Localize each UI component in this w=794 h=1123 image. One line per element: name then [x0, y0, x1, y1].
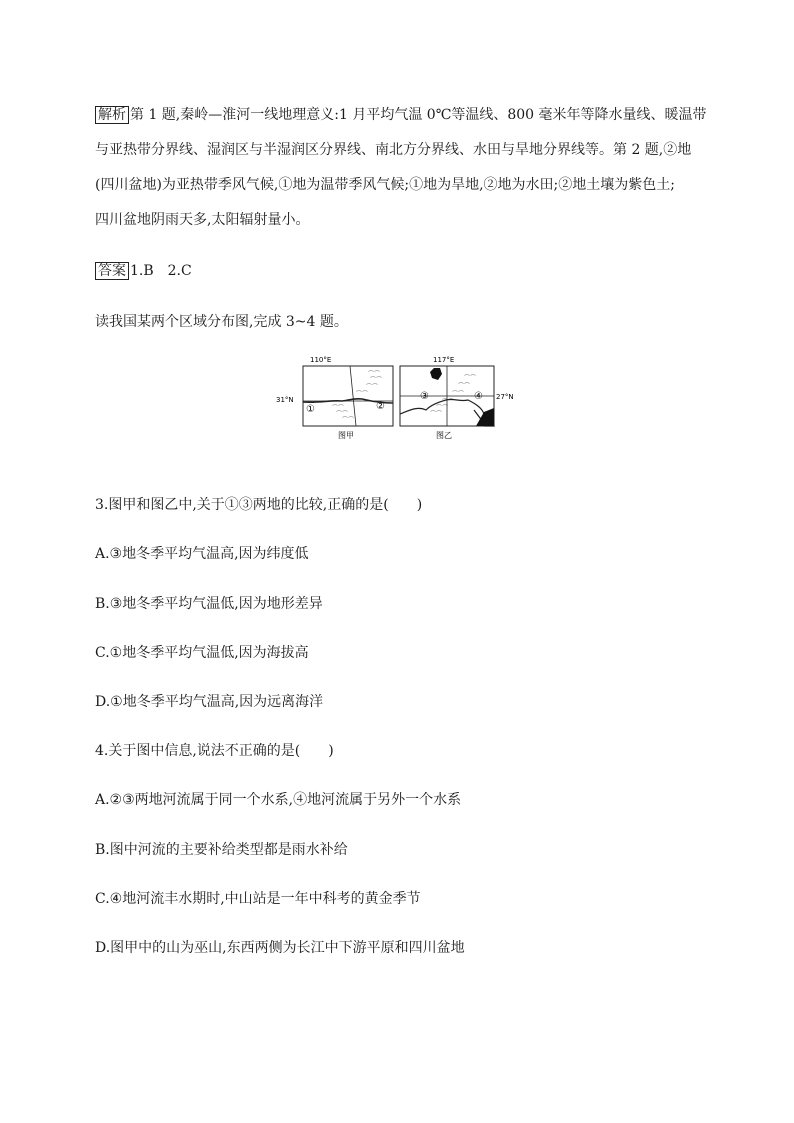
mountain-icon: [430, 375, 476, 418]
map-b-caption: 图乙: [436, 431, 452, 440]
svg-text:⌒⌒: ⌒⌒: [370, 377, 383, 384]
analysis-line-2: 与亚热带分界线、湿润区与半湿润区分界线、南北方分界线、水田与旱地分界线等。第 2 题,②地: [95, 142, 692, 158]
map-b-marker-4: ④: [474, 391, 483, 402]
svg-text:⌒⌒: ⌒⌒: [342, 417, 355, 424]
svg-text:⌒⌒: ⌒⌒: [430, 411, 443, 418]
question-3-stem: 3.图甲和图乙中,关于①③两地的比较,正确的是( ): [95, 497, 423, 513]
analysis-line-4: 四川盆地阴雨天多,太阳辐射量小。: [95, 212, 310, 228]
question-4-option-a: A.②③两地河流属于同一个水系,④地河流属于另外一个水系: [95, 792, 462, 808]
analysis-line-1: [95, 106, 707, 124]
svg-text:⌒⌒: ⌒⌒: [356, 391, 369, 398]
intro-text: 读我国某两个区域分布图,完成 3~4 题。: [95, 314, 348, 330]
question-4-option-b: B.图中河流的主要补给类型都是雨水补给: [95, 842, 348, 858]
question-3-option-d: D.①地冬季平均气温高,因为远离海洋: [95, 694, 324, 710]
answer-text: 1.B 2.C: [130, 263, 192, 279]
map-b: [400, 356, 514, 440]
answer-tag: 答案: [95, 262, 129, 280]
svg-text:⌒⌒: ⌒⌒: [368, 371, 381, 378]
analysis-tag: 解析: [95, 106, 129, 124]
map-b-marker-3: ③: [420, 391, 429, 402]
map-a-marker-1: ①: [306, 404, 315, 415]
svg-text:⌒⌒: ⌒⌒: [332, 405, 345, 412]
map-a-caption: 图甲: [338, 431, 354, 440]
map-a-marker-2: ②: [376, 401, 385, 412]
question-3-option-b: B.③地冬季平均气温低,因为地形差异: [95, 596, 323, 612]
question-3-option-c: C.①地冬季平均气温低,因为海拔高: [95, 645, 309, 661]
map-a-lat-label: 31°N: [276, 396, 294, 404]
svg-text:⌒⌒: ⌒⌒: [442, 399, 455, 406]
svg-text:⌒⌒: ⌒⌒: [436, 405, 449, 412]
region-maps-figure: [270, 352, 530, 444]
svg-text:⌒⌒: ⌒⌒: [336, 411, 349, 418]
mountain-icon: [332, 371, 382, 424]
question-4-option-c: C.④地河流丰水期时,中山站是一年中科考的黄金季节: [95, 891, 421, 907]
analysis-text-1: 第 1 题,秦岭—淮河一线地理意义:1 月平均气温 0℃等温线、800 毫米年等降水量线、暖温带: [130, 107, 707, 123]
map-a-lon-label: 110°E: [310, 356, 332, 364]
question-3-option-a: A.③地冬季平均气温高,因为纬度低: [95, 546, 309, 562]
analysis-line-3: (四川盆地)为亚热带季风气候,①地为温带季风气候;①地为旱地,②地为水田;②地土壤为紫色土;: [95, 177, 675, 193]
svg-text:⌒⌒: ⌒⌒: [366, 384, 379, 391]
svg-text:⌒⌒: ⌒⌒: [464, 375, 477, 382]
svg-text:⌒⌒: ⌒⌒: [458, 383, 471, 390]
map-b-lat-label: 27°N: [496, 393, 514, 401]
question-4-stem: 4.关于图中信息,说法不正确的是( ): [95, 743, 334, 759]
answer-line: [95, 262, 192, 280]
map-b-lon-label: 117°E: [433, 356, 455, 364]
question-4-option-d: D.图甲中的山为巫山,东西两侧为长江中下游平原和四川盆地: [95, 940, 465, 956]
svg-text:⌒⌒: ⌒⌒: [452, 391, 465, 398]
map-a: [276, 356, 393, 440]
